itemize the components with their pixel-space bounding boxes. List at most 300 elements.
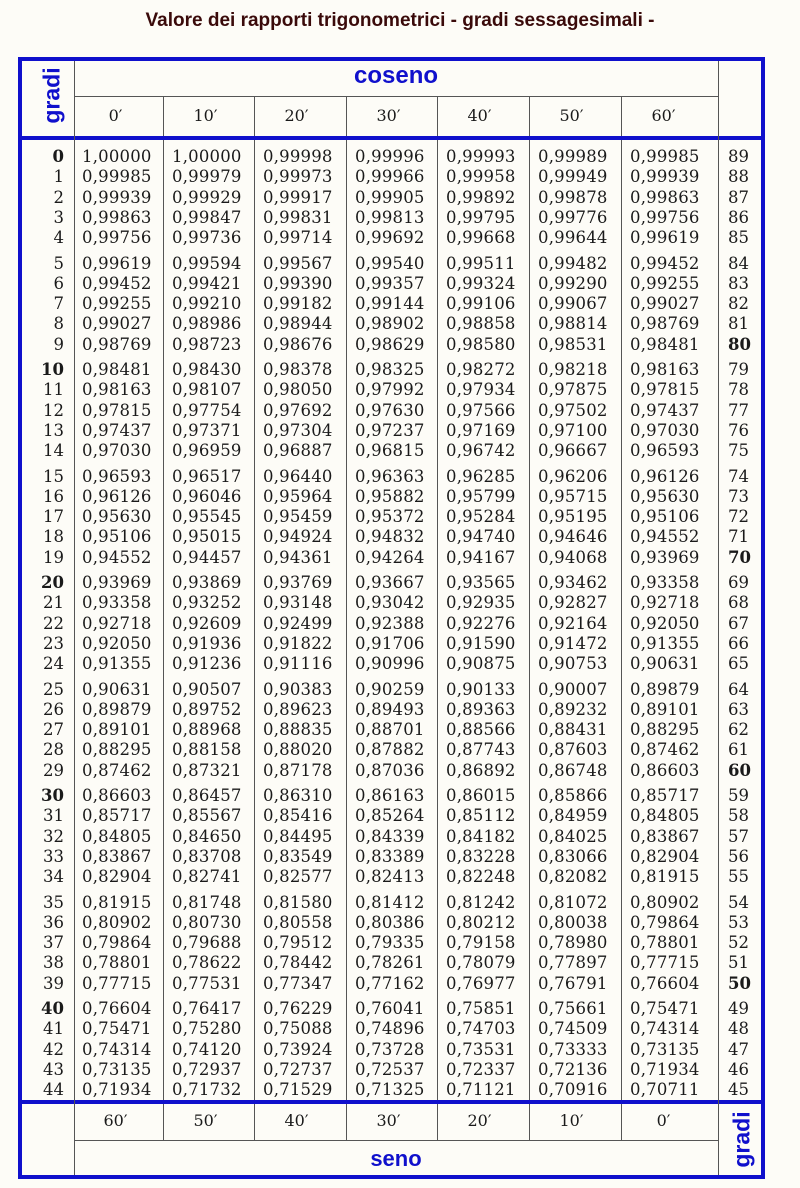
table-cell: 0,92935 (446, 593, 516, 613)
table-cell: 0,99255 (82, 294, 152, 314)
table-cell: 0,99905 (355, 187, 425, 207)
table-cell: 0,73531 (446, 1039, 516, 1059)
degree-right: 65 (728, 654, 749, 674)
table-cell: 0,92718 (630, 593, 700, 613)
degree-left: 33 (43, 846, 64, 866)
body-column-divider (437, 140, 438, 1100)
degree-right: 66 (728, 633, 749, 653)
table-cell: 0,71121 (446, 1080, 516, 1100)
column-footer: 40′ (284, 1111, 309, 1130)
table-cell: 0,99998 (263, 147, 333, 166)
degree-left: 13 (43, 420, 64, 440)
degree-left: 3 (53, 207, 64, 227)
table-cell: 0,82413 (355, 867, 425, 887)
table-cell: 0,93969 (630, 547, 700, 567)
table-cell: 0,95715 (538, 486, 608, 506)
table-cell: 0,97502 (538, 400, 608, 420)
table-cell: 0,84805 (630, 806, 700, 826)
table-cell: 0,99540 (355, 253, 425, 273)
degree-left: 27 (43, 720, 64, 740)
table-cell: 0,90383 (263, 679, 333, 699)
table-cell: 1,00000 (172, 147, 242, 166)
degree-right: 67 (728, 613, 749, 633)
table-cell: 0,78261 (355, 953, 425, 973)
degree-left: 12 (43, 400, 64, 420)
degrees-label-top: gradi (38, 67, 65, 124)
table-cell: 0,99795 (446, 207, 516, 227)
table-cell: 0,94646 (538, 527, 608, 547)
table-cell: 0,92164 (538, 613, 608, 633)
degree-left: 43 (43, 1059, 64, 1079)
table-cell: 0,93565 (446, 573, 516, 592)
table-cell: 0,97875 (538, 380, 608, 400)
degree-right: 73 (728, 486, 749, 506)
table-cell: 0,76791 (538, 973, 608, 993)
table-cell: 0,81412 (355, 892, 425, 912)
table-cell: 0,85717 (630, 786, 700, 805)
table-cell: 0,89879 (82, 699, 152, 719)
footer-column-divider (529, 1104, 530, 1140)
table-cell: 0,87743 (446, 740, 516, 760)
table-cell: 0,88020 (263, 740, 333, 760)
table-cell: 0,99929 (172, 187, 242, 207)
table-cell: 0,77897 (538, 953, 608, 973)
degree-left: 17 (43, 507, 64, 527)
table-cell: 0,99985 (630, 147, 700, 166)
table-cell: 0,70916 (538, 1080, 608, 1100)
table-cell: 0,76604 (630, 973, 700, 993)
table-cell: 0,81072 (538, 892, 608, 912)
right-degree-divider (718, 61, 719, 1175)
degree-left: 5 (53, 253, 64, 273)
table-cell: 0,88431 (538, 720, 608, 740)
table-cell: 0,88968 (172, 720, 242, 740)
degree-left: 24 (43, 654, 64, 674)
table-cell: 0,98378 (263, 360, 333, 379)
table-cell: 0,91236 (172, 654, 242, 674)
table-cell: 0,87462 (82, 760, 152, 780)
table-cell: 0,79158 (446, 933, 516, 953)
table-cell: 0,99324 (446, 273, 516, 293)
degree-left: 35 (43, 892, 64, 912)
table-cell: 0,73333 (538, 1039, 608, 1059)
table-cell: 0,99847 (172, 207, 242, 227)
column-header: 20′ (284, 106, 309, 125)
table-cell: 0,96742 (446, 441, 516, 461)
table-cell: 0,99210 (172, 294, 242, 314)
page-title: Valore dei rapporti trigonometrici - gradi sessagesimali - (145, 10, 655, 31)
footer-subline (74, 1140, 718, 1141)
degree-left: 6 (53, 273, 64, 293)
degree-right: 79 (728, 360, 749, 379)
table-cell: 0,93769 (263, 573, 333, 592)
table-cell: 0,99027 (630, 294, 700, 314)
table-cell: 0,75280 (172, 1019, 242, 1039)
table-cell: 0,99863 (82, 207, 152, 227)
degree-right: 72 (728, 507, 749, 527)
table-cell: 0,73135 (82, 1059, 152, 1079)
degree-left: 23 (43, 633, 64, 653)
table-cell: 0,85112 (446, 806, 516, 826)
table-cell: 0,79688 (172, 933, 242, 953)
table-cell: 0,98107 (172, 380, 242, 400)
table-cell: 0,97030 (630, 420, 700, 440)
table-cell: 0,90631 (630, 654, 700, 674)
table-cell: 0,99756 (630, 207, 700, 227)
table-cell: 0,83549 (263, 846, 333, 866)
table-cell: 0,93667 (355, 573, 425, 592)
table-cell: 0,98218 (538, 360, 608, 379)
table-cell: 0,88158 (172, 740, 242, 760)
table-cell: 0,96126 (630, 466, 700, 486)
table-cell: 0,96206 (538, 466, 608, 486)
degree-left: 2 (53, 187, 64, 207)
table-cell: 0,76229 (263, 999, 333, 1018)
table-cell: 0,98163 (82, 380, 152, 400)
table-cell: 0,95545 (172, 507, 242, 527)
table-cell: 0,80038 (538, 912, 608, 932)
degree-left: 20 (41, 573, 64, 592)
table-cell: 0,79512 (263, 933, 333, 953)
table-cell: 0,83389 (355, 846, 425, 866)
column-footer: 50′ (193, 1111, 218, 1130)
table-cell: 0,97304 (263, 420, 333, 440)
table-cell: 0,86892 (446, 760, 516, 780)
degree-right: 74 (728, 466, 749, 486)
degree-right: 81 (728, 314, 749, 334)
table-cell: 0,93869 (172, 573, 242, 592)
table-cell: 0,86310 (263, 786, 333, 805)
table-cell: 0,94167 (446, 547, 516, 567)
table-cell: 0,87462 (630, 740, 700, 760)
table-cell: 0,99668 (446, 228, 516, 248)
table-cell: 0,84025 (538, 826, 608, 846)
header-column-divider (437, 97, 438, 136)
table-cell: 0,75851 (446, 999, 516, 1018)
table-cell: 0,98676 (263, 334, 333, 354)
table-cell: 0,96285 (446, 466, 516, 486)
left-degree-divider (74, 61, 75, 1175)
table-cell: 0,89101 (630, 699, 700, 719)
table-cell: 0,99067 (538, 294, 608, 314)
column-footer: 0′ (656, 1111, 671, 1130)
table-cell: 0,99993 (446, 147, 516, 166)
degree-left: 34 (43, 867, 64, 887)
table-cell: 0,71934 (630, 1059, 700, 1079)
table-cell: 0,74896 (355, 1019, 425, 1039)
table-cell: 0,87036 (355, 760, 425, 780)
body-column-divider (529, 140, 530, 1100)
table-cell: 0,84805 (82, 826, 152, 846)
table-cell: 0,77715 (630, 953, 700, 973)
table-cell: 0,94068 (538, 547, 608, 567)
table-cell: 0,95882 (355, 486, 425, 506)
table-cell: 0,79864 (82, 933, 152, 953)
table-cell: 0,96887 (263, 441, 333, 461)
table-cell: 0,99966 (355, 167, 425, 187)
table-cell: 0,94924 (263, 527, 333, 547)
table-cell: 0,90996 (355, 654, 425, 674)
table-cell: 0,75471 (82, 1019, 152, 1039)
degree-right: 88 (728, 167, 749, 187)
table-cell: 0,97437 (82, 420, 152, 440)
degree-left: 8 (53, 314, 64, 334)
degree-left: 30 (41, 786, 64, 805)
table-cell: 0,99949 (538, 167, 608, 187)
degree-left: 18 (43, 527, 64, 547)
table-cell: 0,98531 (538, 334, 608, 354)
table-cell: 0,83708 (172, 846, 242, 866)
table-cell: 0,76417 (172, 999, 242, 1018)
table-cell: 0,95630 (630, 486, 700, 506)
table-cell: 0,71732 (172, 1080, 242, 1100)
degree-right: 47 (728, 1039, 749, 1059)
table-cell: 0,97692 (263, 400, 333, 420)
degree-left: 21 (43, 593, 64, 613)
degree-left: 44 (43, 1080, 64, 1100)
table-cell: 0,91116 (263, 654, 333, 674)
table-cell: 0,98272 (446, 360, 516, 379)
degree-left: 25 (43, 679, 64, 699)
column-header: 40′ (467, 106, 492, 125)
table-cell: 0,80386 (355, 912, 425, 932)
table-cell: 0,92050 (630, 613, 700, 633)
table-cell: 0,94740 (446, 527, 516, 547)
table-cell: 0,95964 (263, 486, 333, 506)
table-cell: 0,96593 (82, 466, 152, 486)
degree-left: 38 (43, 953, 64, 973)
table-cell: 0,87603 (538, 740, 608, 760)
header-column-divider (529, 97, 530, 136)
table-cell: 0,84495 (263, 826, 333, 846)
table-cell: 0,99594 (172, 253, 242, 273)
table-cell: 0,81242 (446, 892, 516, 912)
degree-left: 4 (53, 228, 64, 248)
table-cell: 0,89623 (263, 699, 333, 719)
column-footer: 30′ (376, 1111, 401, 1130)
table-cell: 0,93148 (263, 593, 333, 613)
table-cell: 0,98902 (355, 314, 425, 334)
table-cell: 0,99989 (538, 147, 608, 166)
table-cell: 0,85866 (538, 786, 608, 805)
table-cell: 0,82082 (538, 867, 608, 887)
table-cell: 0,98769 (630, 314, 700, 334)
table-cell: 0,82904 (82, 867, 152, 887)
table-cell: 0,96593 (630, 441, 700, 461)
header-column-divider (254, 97, 255, 136)
table-cell: 0,92827 (538, 593, 608, 613)
degree-left: 10 (41, 360, 64, 379)
column-footer: 20′ (467, 1111, 492, 1130)
degree-right: 58 (728, 806, 749, 826)
table-cell: 0,83066 (538, 846, 608, 866)
table-cell: 0,99106 (446, 294, 516, 314)
degree-right: 68 (728, 593, 749, 613)
column-header: 60′ (651, 106, 676, 125)
table-cell: 0,93969 (82, 573, 152, 592)
table-cell: 0,99144 (355, 294, 425, 314)
degree-right: 61 (728, 740, 749, 760)
table-cell: 0,86457 (172, 786, 242, 805)
degree-right: 85 (728, 228, 749, 248)
table-cell: 0,84182 (446, 826, 516, 846)
degree-left: 19 (43, 547, 64, 567)
table-cell: 0,95106 (630, 507, 700, 527)
table-cell: 0,78801 (82, 953, 152, 973)
footer-column-divider (621, 1104, 622, 1140)
table-cell: 0,86015 (446, 786, 516, 805)
degree-left: 15 (43, 466, 64, 486)
degree-left: 28 (43, 740, 64, 760)
table-cell: 0,95106 (82, 527, 152, 547)
table-cell: 0,99421 (172, 273, 242, 293)
table-cell: 0,93042 (355, 593, 425, 613)
table-cell: 0,97437 (630, 400, 700, 420)
table-cell: 0,90753 (538, 654, 608, 674)
table-cell: 0,71529 (263, 1080, 333, 1100)
table-cell: 0,72937 (172, 1059, 242, 1079)
table-cell: 0,74509 (538, 1019, 608, 1039)
degree-right: 57 (728, 826, 749, 846)
table-cell: 0,99182 (263, 294, 333, 314)
sine-label: seno (370, 1146, 422, 1171)
table-cell: 0,90507 (172, 679, 242, 699)
table-cell: 0,97934 (446, 380, 516, 400)
degree-left: 42 (43, 1039, 64, 1059)
table-cell: 0,97992 (355, 380, 425, 400)
table-cell: 0,78079 (446, 953, 516, 973)
table-cell: 0,92276 (446, 613, 516, 633)
table-cell: 0,90631 (82, 679, 152, 699)
table-cell: 0,96959 (172, 441, 242, 461)
table-cell: 0,75471 (630, 999, 700, 1018)
table-cell: 0,77347 (263, 973, 333, 993)
table-cell: 0,81748 (172, 892, 242, 912)
degree-right: 75 (728, 441, 749, 461)
table-cell: 0,99290 (538, 273, 608, 293)
table-cell: 0,99736 (172, 228, 242, 248)
table-cell: 0,98629 (355, 334, 425, 354)
table-cell: 0,84959 (538, 806, 608, 826)
table-cell: 0,99776 (538, 207, 608, 227)
degree-right: 63 (728, 699, 749, 719)
table-cell: 0,73135 (630, 1039, 700, 1059)
table-cell: 0,72337 (446, 1059, 516, 1079)
table-cell: 0,96815 (355, 441, 425, 461)
table-cell: 0,95799 (446, 486, 516, 506)
cosine-label: coseno (353, 62, 439, 89)
table-cell: 0,90259 (355, 679, 425, 699)
table-cell: 0,97030 (82, 441, 152, 461)
degree-left: 14 (43, 441, 64, 461)
table-cell: 0,90007 (538, 679, 608, 699)
table-cell: 0,98430 (172, 360, 242, 379)
table-cell: 0,97237 (355, 420, 425, 440)
table-cell: 0,80558 (263, 912, 333, 932)
table-cell: 0,97630 (355, 400, 425, 420)
table-cell: 0,93358 (82, 593, 152, 613)
table-cell: 0,84339 (355, 826, 425, 846)
table-cell: 0,98050 (263, 380, 333, 400)
table-cell: 0,99619 (630, 228, 700, 248)
table-cell: 0,90875 (446, 654, 516, 674)
table-cell: 0,90133 (446, 679, 516, 699)
table-cell: 0,74314 (630, 1019, 700, 1039)
table-cell: 0,98986 (172, 314, 242, 334)
table-cell: 0,77715 (82, 973, 152, 993)
table-cell: 0,99452 (82, 273, 152, 293)
degree-left: 39 (43, 973, 64, 993)
table-cell: 0,81580 (263, 892, 333, 912)
table-cell: 0,93358 (630, 573, 700, 592)
table-cell: 0,96440 (263, 466, 333, 486)
degree-right: 56 (728, 846, 749, 866)
table-cell: 0,98769 (82, 334, 152, 354)
table-cell: 0,76041 (355, 999, 425, 1018)
table-cell: 0,98944 (263, 314, 333, 334)
table-cell: 0,99714 (263, 228, 333, 248)
table-cell: 0,91590 (446, 633, 516, 653)
table-cell: 0,96126 (82, 486, 152, 506)
table-cell: 0,99482 (538, 253, 608, 273)
table-cell: 1,00000 (82, 147, 152, 166)
table-cell: 0,99892 (446, 187, 516, 207)
table-cell: 0,97815 (630, 380, 700, 400)
table-cell: 0,88566 (446, 720, 516, 740)
degree-right: 52 (728, 933, 749, 953)
table-cell: 0,97371 (172, 420, 242, 440)
table-cell: 0,91472 (538, 633, 608, 653)
table-cell: 0,99973 (263, 167, 333, 187)
degree-right: 83 (728, 273, 749, 293)
degree-left: 26 (43, 699, 64, 719)
table-cell: 0,86603 (630, 760, 700, 780)
degree-right: 89 (728, 147, 749, 166)
table-cell: 0,95195 (538, 507, 608, 527)
table-cell: 0,98858 (446, 314, 516, 334)
table-cell: 0,78442 (263, 953, 333, 973)
table-cell: 0,71325 (355, 1080, 425, 1100)
table-cell: 0,71934 (82, 1080, 152, 1100)
header-column-divider (621, 97, 622, 136)
table-cell: 0,92499 (263, 613, 333, 633)
table-cell: 0,99027 (82, 314, 152, 334)
table-cell: 0,99567 (263, 253, 333, 273)
table-cell: 0,92609 (172, 613, 242, 633)
table-cell: 0,99979 (172, 167, 242, 187)
degree-left: 36 (43, 912, 64, 932)
degree-right: 69 (728, 573, 749, 592)
column-header: 30′ (376, 106, 401, 125)
table-cell: 0,86603 (82, 786, 152, 805)
table-cell: 0,86748 (538, 760, 608, 780)
table-cell: 0,99863 (630, 187, 700, 207)
table-cell: 0,80902 (630, 892, 700, 912)
degree-right: 62 (728, 720, 749, 740)
table-cell: 0,98163 (630, 360, 700, 379)
table-cell: 0,91706 (355, 633, 425, 653)
column-header: 10′ (193, 106, 218, 125)
degree-right: 70 (728, 547, 751, 567)
table-cell: 0,96517 (172, 466, 242, 486)
table-cell: 0,96046 (172, 486, 242, 506)
table-cell: 0,95015 (172, 527, 242, 547)
table-cell: 0,98481 (630, 334, 700, 354)
table-cell: 0,80212 (446, 912, 516, 932)
table-cell: 0,91936 (172, 633, 242, 653)
table-cell: 0,83867 (630, 826, 700, 846)
column-header: 50′ (559, 106, 584, 125)
